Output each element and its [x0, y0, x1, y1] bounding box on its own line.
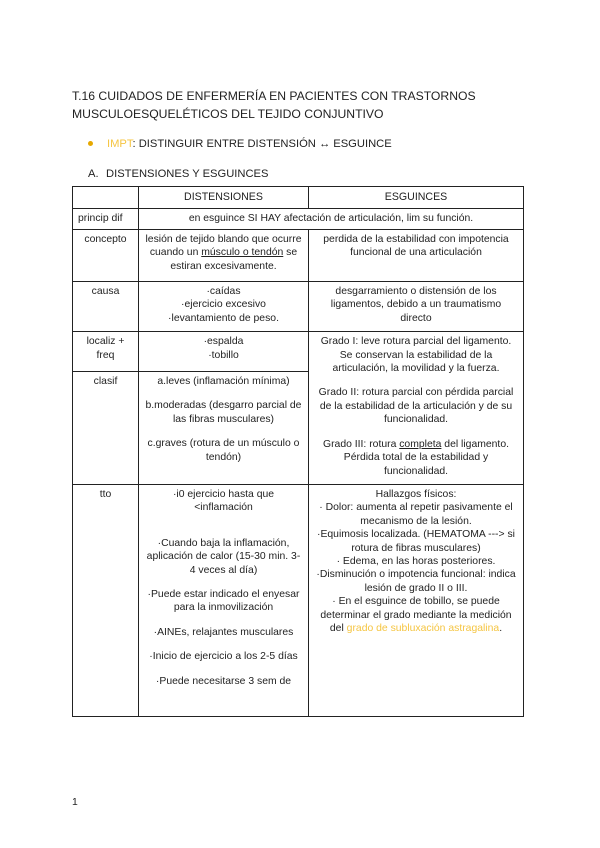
tto-distension: ·i0 ejercicio hasta que <inflamación ·Cuando baja la inflamación, aplicación de calor (15-30 min. 3-4 veces al día) ·Puede estar indicado el enyesar para la inmovilización ·AINEs, relajantes musculares ·Inicio de ejercicio a los 2-5 días ·Puede necesitarse 3 sem de [139, 484, 309, 716]
table-row [73, 282, 524, 332]
header-esguinces: ESGUINCES [309, 187, 524, 209]
row-label-causa: causa [73, 282, 139, 332]
important-text: : DISTINGUIR ENTRE DISTENSIÓN ↔ ESGUINCE [132, 138, 392, 150]
grados-esguince: Grado I: leve rotura parcial del ligamento. Se conservan la estabilidad de la articulación, la movilidad y la fuerza. Grado II: rotura parcial con pérdida parcial de la estabilidad de la articulación y de su funcionalidad. Grado III: rotura completa del ligamento. Pérdida total de la estabilidad y funcionalidad. [309, 332, 524, 485]
header-distensiones: DISTENSIONES [139, 187, 309, 209]
tto-esguince: Hallazgos físicos: · Dolor: aumenta al repetir pasivamente el mecanismo de la lesión. ·Equimosis localizada. (HEMATOMA ---> si rotura de fibras musculares) · Edema, en las horas posteriores. ·Disminución o impotencia funcional: indica lesión de grado II o III. · En el esguince de tobillo, se puede determinar el grado mediante la medición del grado de subluxación astragalina. [309, 484, 524, 716]
table-row [73, 332, 524, 372]
highlight-grado: grado de subluxación astragalina [346, 622, 500, 634]
underlined-term: músculo o tendón [201, 247, 284, 259]
row-label-tto: tto [73, 484, 139, 716]
principio-text: en esguince SI HAY afectación de articulación, lim su función. [139, 209, 524, 229]
section-title: DISTENSIONES Y ESGUINCES [106, 168, 269, 180]
important-label: IMPT [107, 138, 133, 150]
clasif-distension: a.leves (inflamación mínima) b.moderadas (desgarro parcial de las fibras musculares) c.graves (rotura de un músculo o tendón) [139, 372, 309, 485]
bullet-dot-icon [88, 141, 93, 146]
comparison-table [72, 186, 524, 717]
row-label-concepto: concepto [73, 229, 139, 281]
causa-distension: ·caídas ·ejercicio excesivo ·levantamiento de peso. [139, 282, 309, 332]
localiz-distension: ·espalda ·tobillo [139, 332, 309, 372]
row-label-clasif: clasif [73, 372, 139, 485]
page-number: 1 [72, 797, 78, 808]
row-label-principio: princip dif [73, 209, 139, 229]
header-empty [73, 187, 139, 209]
table-row [73, 209, 524, 229]
causa-esguince: desgarramiento o distensión de los ligamentos, debido a un traumatismo directo [309, 282, 524, 332]
row-label-localiz: localiz + freq [73, 332, 139, 372]
table-row [73, 229, 524, 281]
section-heading [88, 168, 268, 180]
grado-3: Grado III: rotura completa del ligamento. Pérdida total de la estabilidad y funcionalidad. [323, 438, 509, 477]
table-header-row [73, 187, 524, 209]
important-bullet [88, 138, 392, 150]
esguince-tobillo: · En el esguince de tobillo, se puede determinar el grado mediante la medición del grado de subluxación astragalina. [320, 596, 512, 634]
document-title: T.16 CUIDADOS DE ENFERMERÍA EN PACIENTES CON TRASTORNOS MUSCULOESQUELÉTICOS DEL TEJIDO CONJUNTIVO [72, 89, 476, 121]
concepto-esguince: perdida de la estabilidad con impotencia funcional de una articulación [309, 229, 524, 281]
section-letter: A. [88, 168, 99, 180]
concepto-distension: lesión de tejido blando que ocurre cuando un músculo o tendón se estiran excesivamente. [139, 229, 309, 281]
table-row [73, 484, 524, 716]
